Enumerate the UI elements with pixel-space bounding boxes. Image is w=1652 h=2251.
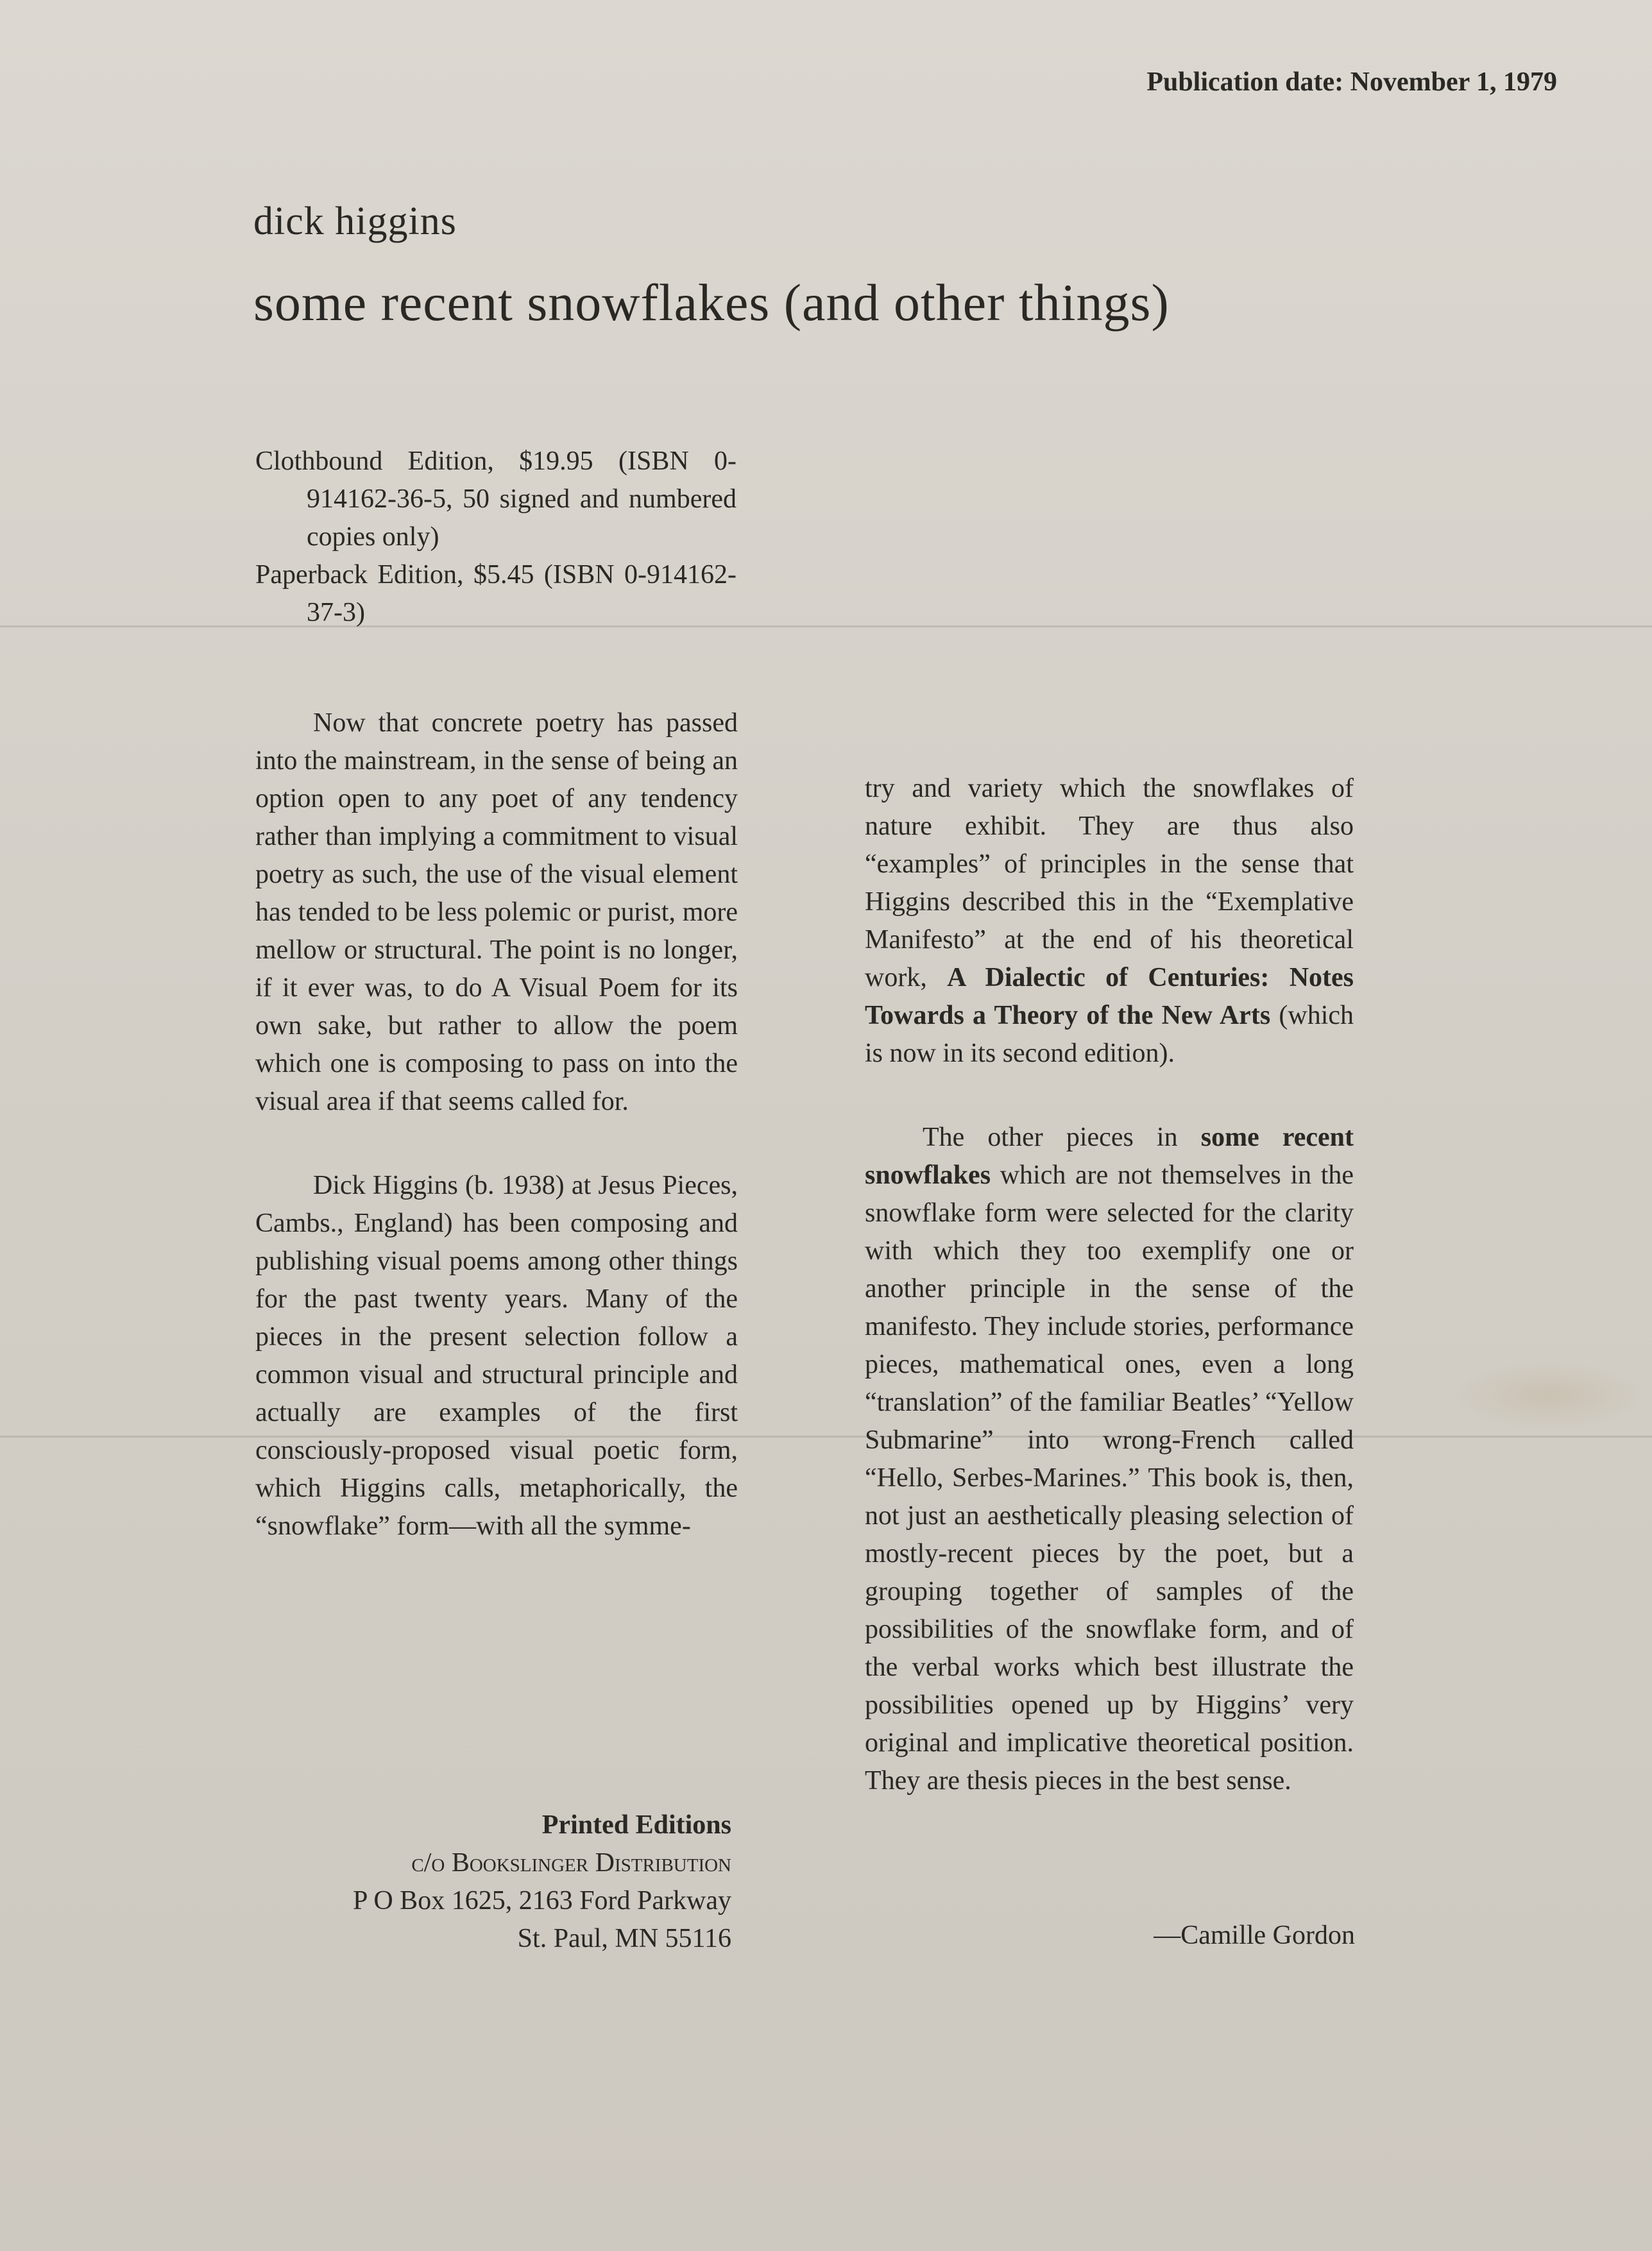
paragraph-exemplative bbox=[865, 770, 1354, 1073]
publisher-distribution: c/o Bookslinger Distribution bbox=[411, 1848, 731, 1878]
book-title: some recent snowflakes (and other things) bbox=[253, 273, 1170, 332]
publication-date: Publication date: November 1, 1979 bbox=[1146, 67, 1557, 97]
author-name: dick higgins bbox=[253, 200, 457, 243]
publisher-city: St. Paul, MN 55116 bbox=[517, 1924, 731, 1953]
paragraph-concrete-poetry: Now that concrete poetry has passed into the mainstream, in the sense of being an option open to any poet of any tendency rather than implying a commitment to visual poetry as such, the use of the visual element has tended to be less polemic or purist, more mellow or structural. The point is no longer, if it ever was, to do A Visual Poem for its own sake, but rather to allow the poem which one is composing to pass on into the visual area if that seems called for. bbox=[255, 708, 738, 1116]
paragraph-author-bio: Dick Higgins (b. 1938) at Jesus Pieces, Cambs., England) has been composing and publishing visual poems among other things for the past twenty years. Many of the pieces in the present selection follow a common visual and structural principle and actually are examples of the first consciously-proposed visual poetic form, which Higgins calls, metaphorically, the “snowflake” form—with all the symme- bbox=[255, 1171, 738, 1541]
paper-stain bbox=[1450, 1360, 1649, 1431]
clothbound-edition: Clothbound Edition, $19.95 (ISBN 0-914162-36-5, 50 signed and numbered copies only) bbox=[255, 446, 737, 552]
paper-fold-line bbox=[0, 1436, 1652, 1438]
publisher-address: P O Box 1625, 2163 Ford Parkway bbox=[353, 1886, 731, 1915]
publisher-block bbox=[282, 1806, 731, 1958]
right-column bbox=[865, 770, 1354, 1800]
publisher-name: Printed Editions bbox=[541, 1810, 731, 1840]
left-column bbox=[255, 704, 738, 1545]
paperback-edition: Paperback Edition, $5.45 (ISBN 0-914162-37-3) bbox=[255, 560, 737, 627]
review-signature: —Camille Gordon bbox=[1154, 1921, 1355, 1950]
editions-list bbox=[255, 443, 737, 632]
title-reference-bold: some recent snowflakes bbox=[865, 1123, 1354, 1190]
paragraph-text: try and variety which the snowflakes of nature exhibit. They are thus also “examples” of principles in the sense that Higgins described this in the “Exemplative Manifesto” at the end of his theoretical work, bbox=[865, 774, 1354, 992]
book-reference-bold: A Dialectic of Centuries: Notes Towards a Theory of the New Arts bbox=[865, 963, 1354, 1030]
paragraph-text: (which is now in its second edition). bbox=[865, 1001, 1354, 1068]
paragraph-text: which are not themselves in the snowflake form were selected for the clarity with which they too exemplify one or another principle in the sense of the manifesto. They include stories, performance pieces, mathematical ones, even a long “translation” of the familiar Beatles’ “Yellow Submarine” into wrong-French called “Hello, Serbes-Marines.” This book is, then, not just an aesthetically pleasing selection of mostly-recent pieces by the poet, but a grouping together of samples of the possibilities of the snowflake form, and of the verbal works which best illustrate the possibilities opened up by Higgins’ very original and implicative theoretical position. They are thesis pieces in the best sense. bbox=[865, 1160, 1354, 1796]
paragraph-other-pieces bbox=[865, 1119, 1354, 1800]
paragraph-text: The other pieces in bbox=[923, 1123, 1178, 1152]
paper-fold-line bbox=[0, 625, 1652, 627]
